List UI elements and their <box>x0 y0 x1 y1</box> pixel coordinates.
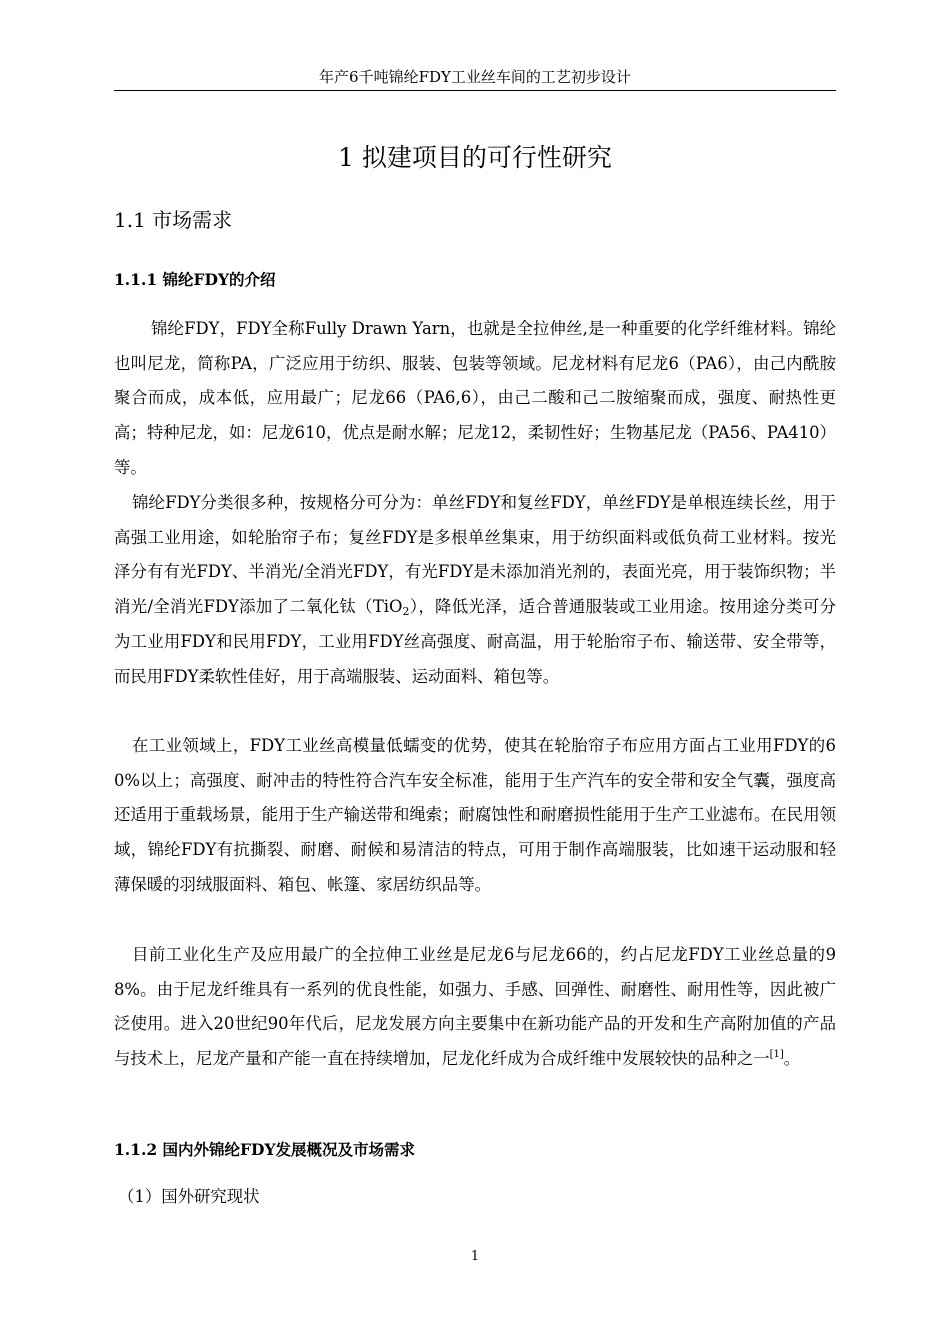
paragraph-fdy-applications: 在工业领域上，FDY工业丝高模量低蠕变的优势，使其在轮胎帘子布应用方面占工业用FDY的60%以上；高强度、耐冲击的特性符合汽车安全标准，能用于生产汽车的安全带和安全气囊，强度高还适用于重载场景，能用于生产输送带和绳索；耐腐蚀性和耐磨损性能用于生产工业滤布。在民用领域，锦纶FDY有抗撕裂、耐磨、耐候和易清洁的特点，可用于制作高端服装，比如速干运动服和轻薄保暖的羽绒服面料、箱包、帐篷、家居纺织品等。 <box>114 736 836 894</box>
citation-ref-1[interactable]: [1] <box>769 1049 784 1061</box>
paragraph-fdy-production <box>114 938 836 1077</box>
paragraph-fdy-production-text: 目前工业化生产及应用最广的全拉伸工业丝是尼龙6与尼龙66的，约占尼龙FDY工业丝总量的98%。由于尼龙纤维具有一系列的优良性能，如强力、手感、回弹性、耐磨性、耐用性等，因此被广泛使用。进入20世纪90年代后，尼龙发展方向主要集中在新功能产品的开发和生产高附加值的产品与技术上，尼龙产量和产能一直在持续增加，尼龙化纤成为合成纤维中发展较快的品种之一 <box>114 945 836 1069</box>
subsection-title-fdy-intro: 1.1.1 锦纶FDY的介绍 <box>114 270 276 289</box>
section-title: 1.1 市场需求 <box>114 208 233 232</box>
subsection-title-market-overview: 1.1.2 国内外锦纶FDY发展概况及市场需求 <box>114 1140 416 1159</box>
page-number: 1 <box>470 1249 480 1264</box>
list-item-foreign-research: （1）国外研究现状 <box>118 1187 260 1206</box>
chapter-title: 1 拟建项目的可行性研究 <box>338 143 612 172</box>
paragraph-fdy-definition: 锦纶FDY，FDY全称Fully Drawn Yarn，也就是全拉伸丝,是一种重要的化学纤维材料。锦纶也叫尼龙，简称PA，广泛应用于纺织、服装、包装等领域。尼龙材料有尼龙6（PA6），由己内酰胺聚合而成，成本低，应用最广；尼龙66（PA6,6），由己二酸和己二胺缩聚而成，强度、耐热性更高；特种尼龙，如：尼龙610，优点是耐水解；尼龙12，柔韧性好；生物基尼龙（PA56、PA410）等。 <box>114 319 836 477</box>
paragraph-fdy-classification-text-1: 锦纶FDY分类很多种，按规格分可分为：单丝FDY和复丝FDY，单丝FDY是单根连续长丝，用于高强工业用途，如轮胎帘子布；复丝FDY是多根单丝集束，用于纺织面料或低负荷工业材料。按光泽分有有光FDY、半消光/全消光FDY，有光FDY是未添加消光剂的，表面光亮，用于装饰织物；半消光/全消光FDY添加了二氧化钛（TiO <box>114 493 836 617</box>
paragraph-fdy-classification-text-2: ），降低光泽，适合普通服装或工业用途。按用途分类可分为工业用FDY和民用FDY，工业用FDY丝高强度、耐高温，用于轮胎帘子布、输送带、安全带等，而民用FDY柔软性佳好，用于高端服装、运动面料、箱包等。 <box>114 597 836 686</box>
paragraph-fdy-production-end: 。 <box>783 1049 801 1069</box>
running-header: 年产6千吨锦纶FDY工业丝车间的工艺初步设计 <box>319 68 631 86</box>
subscript-2: 2 <box>402 605 410 619</box>
paragraph-fdy-classification <box>114 486 836 694</box>
header-divider <box>114 90 836 91</box>
